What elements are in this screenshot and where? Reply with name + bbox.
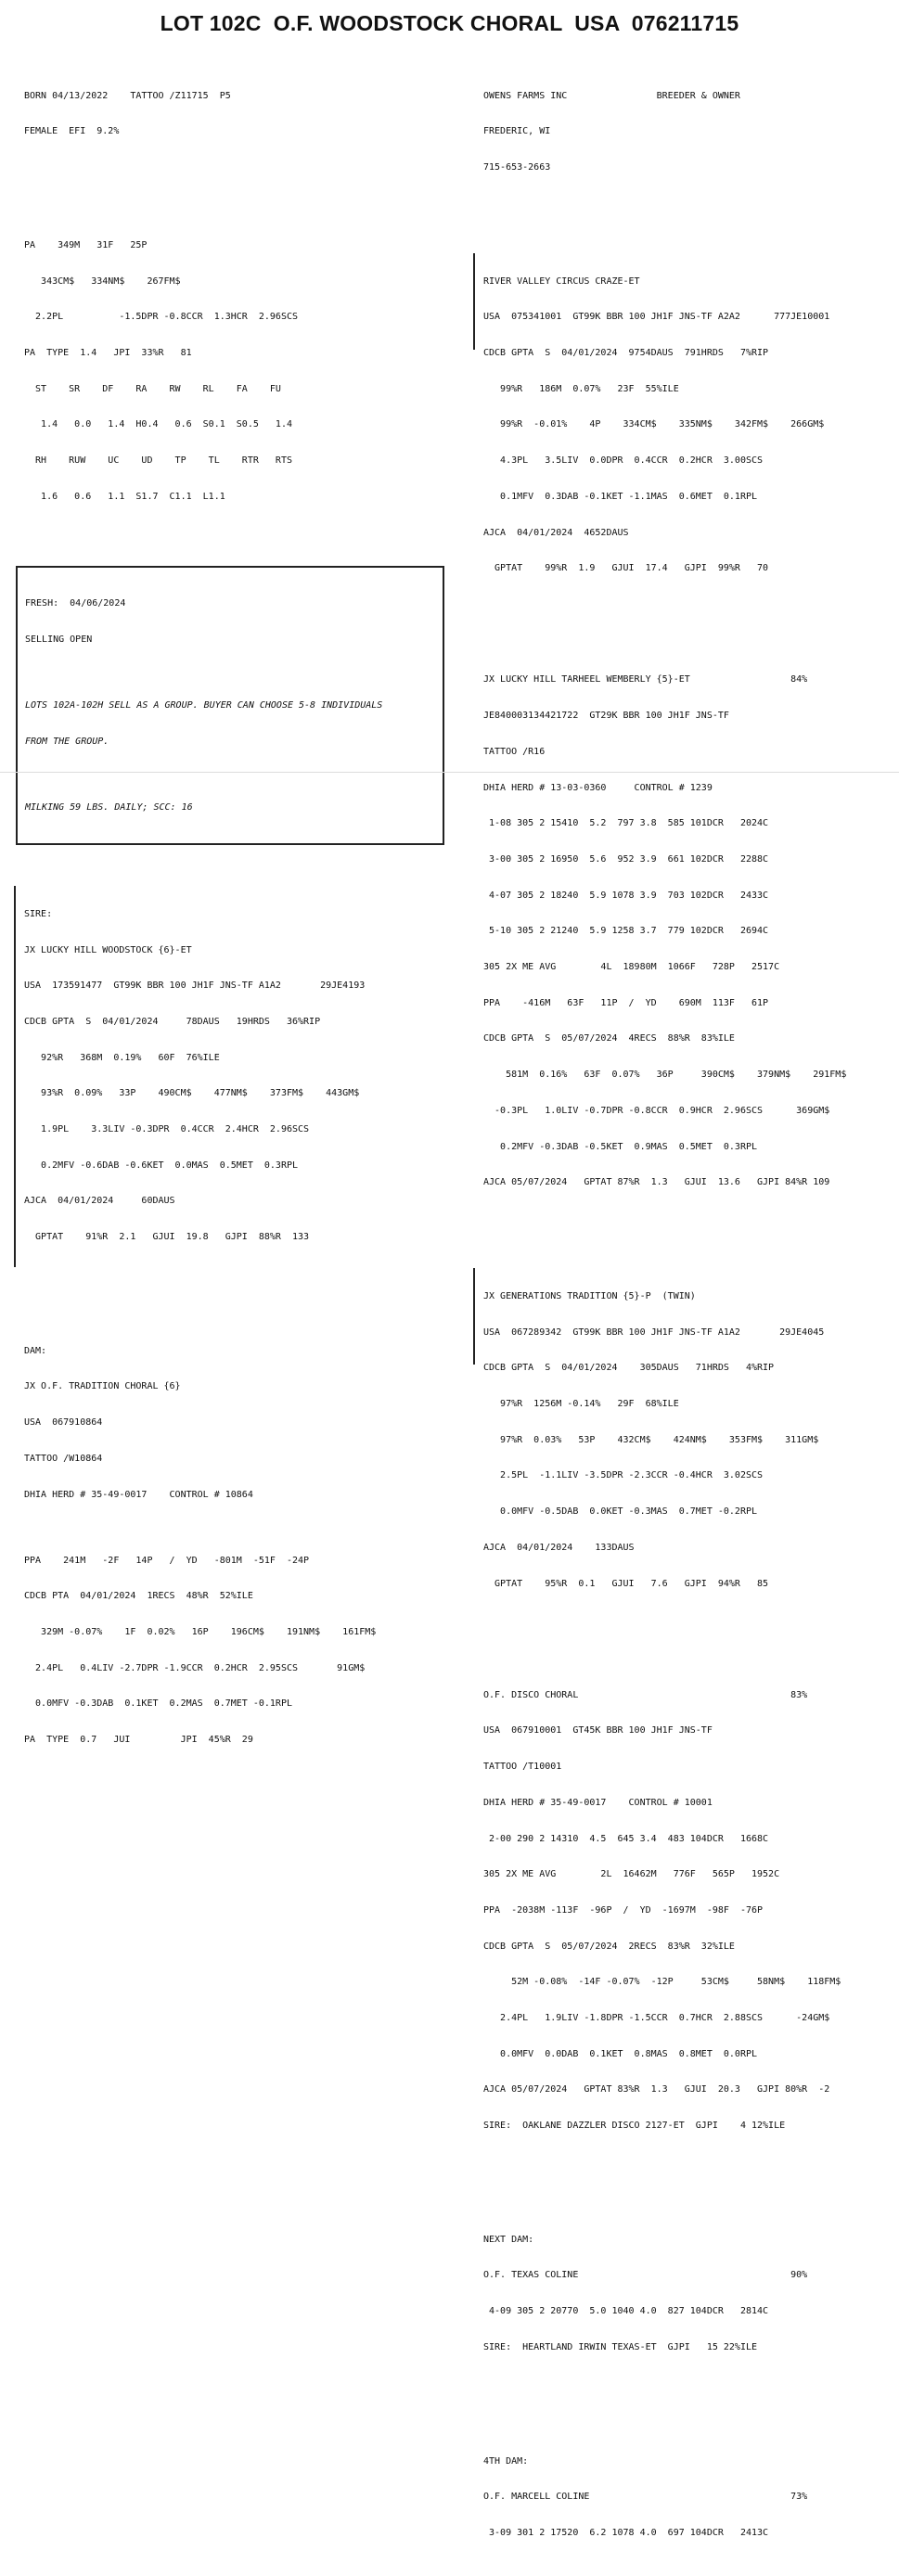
- mgs-line: 99%R -0.01% 4P 334CM$ 335NM$ 342FM$ 266GM$: [483, 419, 825, 430]
- pa-line: 1.4 0.0 1.4 H0.4 0.6 S0.1 S0.5 1.4: [24, 419, 292, 430]
- dam-line: USA 067910864: [24, 1417, 103, 1429]
- sire-line: 93%R 0.09% 33P 490CM$ 477NM$ 373FM$ 443GM$: [24, 1088, 360, 1099]
- animal-info: [24, 67, 453, 162]
- mgs-line: CDCB GPTA S 04/01/2024 9754DAUS 791HRDS 7%RIP: [483, 348, 769, 359]
- dam-sire-line: 97%R 0.03% 53P 432CM$ 424NM$ 353FM$ 311GM$: [483, 1434, 819, 1445]
- granddam-section: [483, 651, 846, 1213]
- dam-line: JX O.F. TRADITION CHORAL {6}: [24, 1381, 181, 1392]
- fresh-info-box: [16, 566, 444, 845]
- second-dam-line: 0.0MFV 0.0DAB 0.1KET 0.8MAS 0.8MET 0.0RPL: [483, 2048, 758, 2059]
- left-column: [24, 43, 453, 1783]
- pa-line: 2.2PL -1.5DPR -0.8CCR 1.3HCR 2.96SCS: [24, 312, 299, 323]
- second-dam-line: 2-00 290 2 14310 4.5 645 3.4 483 104DCR 1668C: [483, 1833, 769, 1844]
- granddam-line: PPA -416M 63F 11P / YD 690M 113F 61P: [483, 997, 769, 1008]
- second-dam-line: 52M -0.08% -14F -0.07% -12P 53CM$ 58NM$ 118FM$: [483, 1977, 841, 1988]
- mgs-line: 4.3PL 3.5LIV 0.0DPR 0.4CCR 0.2HCR 3.00SCS: [483, 455, 764, 467]
- right-column: [483, 43, 846, 2576]
- dam-stat-line: PPA 241M -2F 14P / YD -801M -51F -24P: [24, 1555, 310, 1566]
- granddam-line: 305 2X ME AVG 4L 18980M 1066F 728P 2517C: [483, 962, 780, 973]
- second-dam-line: SIRE: OAKLANE DAZZLER DISCO 2127-ET GJPI 4 12%ILE: [483, 2121, 786, 2132]
- granddam-line: JE840003134421722 GT29K BBR 100 JH1F JNS-TF: [483, 711, 729, 722]
- dam-sire-line: GPTAT 95%R 0.1 GJUI 7.6 GJPI 94%R 85: [483, 1578, 769, 1589]
- pa-line: ST SR DF RA RW RL FA FU: [24, 383, 281, 394]
- granddam-line: DHIA HERD # 13-03-0360 CONTROL # 1239: [483, 782, 713, 793]
- granddam-line: 581M 0.16% 63F 0.07% 36P 390CM$ 379NM$ 291FM$: [483, 1070, 847, 1081]
- next-dam-line: 4-09 305 2 20770 5.0 1040 4.0 827 104DCR 2814C: [483, 2306, 769, 2317]
- sire-line: AJCA 04/01/2024 60DAUS: [24, 1196, 175, 1207]
- dam-line: TATTOO /W10864: [24, 1453, 103, 1464]
- second-dam-section: [483, 1666, 846, 2157]
- second-dam-line: O.F. DISCO CHORAL 83%: [483, 1689, 808, 1700]
- granddam-line: JX LUCKY HILL TARHEEL WEMBERLY {5}-ET 84%: [483, 674, 808, 686]
- dam-line: DAM:: [24, 1345, 47, 1356]
- granddam-line: AJCA 05/07/2024 GPTAT 87%R 1.3 GJUI 13.6 GJPI 84%R 109: [483, 1177, 830, 1188]
- second-dam-line: CDCB GPTA S 05/07/2024 2RECS 83%R 32%ILE: [483, 1941, 735, 1952]
- mgs-line: GPTAT 99%R 1.9 GJUI 17.4 GJPI 99%R 70: [483, 563, 769, 574]
- granddam-line: 3-00 305 2 16950 5.6 952 3.9 661 102DCR 2288C: [483, 853, 769, 865]
- next-dam-section: [483, 2211, 846, 2378]
- sire-line: 1.9PL 3.3LIV -0.3DPR 0.4CCR 2.4HCR 2.96SCS: [24, 1124, 310, 1135]
- dam-sire-line: USA 067289342 GT99K BBR 100 JH1F JNS-TF A1A2 29JE4045: [483, 1326, 825, 1338]
- granddam-line: 1-08 305 2 15410 5.2 797 3.8 585 101DCR 2024C: [483, 818, 769, 829]
- owner-line: FREDERIC, WI: [483, 126, 551, 137]
- pa-line: 343CM$ 334NM$ 267FM$: [24, 276, 181, 287]
- info-line: BORN 04/13/2022 TATTOO /Z11715 P5: [24, 90, 231, 101]
- fourth-dam-section: [483, 2432, 846, 2564]
- mgs-line: RIVER VALLEY CIRCUS CRAZE-ET: [483, 276, 640, 287]
- pa-line: PA 349M 31F 25P: [24, 239, 148, 250]
- second-dam-line: TATTOO /T10001: [483, 1762, 562, 1773]
- second-dam-line: USA 067910001 GT45K BBR 100 JH1F JNS-TF: [483, 1725, 713, 1737]
- fourth-dam-line: O.F. MARCELL COLINE 73%: [483, 2492, 808, 2503]
- mgs-line: AJCA 04/01/2024 4652DAUS: [483, 527, 629, 538]
- dam-section: [24, 1322, 453, 1771]
- milking-note: MILKING 59 LBS. DAILY; SCC: 16: [25, 801, 193, 813]
- sire-line: GPTAT 91%R 2.1 GJUI 19.8 GJPI 88%R 133: [24, 1232, 310, 1243]
- granddam-line: TATTOO /R16: [483, 746, 546, 757]
- dam-sire-section: [483, 1267, 846, 1614]
- second-dam-line: 2.4PL 1.9LIV -1.8DPR -1.5CCR 0.7HCR 2.88SCS -24GM$: [483, 2013, 830, 2024]
- info-line: FEMALE EFI 9.2%: [24, 126, 120, 137]
- pa-block: [24, 216, 453, 527]
- sire-line: 0.2MFV -0.6DAB -0.6KET 0.0MAS 0.5MET 0.3RPL: [24, 1160, 299, 1171]
- dam-sire-line: 0.0MFV -0.5DAB 0.0KET -0.3MAS 0.7MET -0.2RPL: [483, 1506, 758, 1518]
- granddam-line: -0.3PL 1.0LIV -0.7DPR -0.8CCR 0.9HCR 2.96SCS 369GM$: [483, 1105, 830, 1116]
- sire-line: SIRE:: [24, 908, 53, 919]
- maternal-grandsire-section: [483, 252, 846, 599]
- page-bottom-divider: [0, 772, 899, 773]
- dam-sire-line: AJCA 04/01/2024 133DAUS: [483, 1542, 635, 1553]
- sire-section: [24, 885, 453, 1268]
- pa-line: 1.6 0.6 1.1 S1.7 C1.1 L1.1: [24, 491, 225, 502]
- granddam-line: 4-07 305 2 18240 5.9 1078 3.9 703 102DCR 2433C: [483, 890, 769, 901]
- second-dam-line: DHIA HERD # 35-49-0017 CONTROL # 10001: [483, 1797, 713, 1808]
- mgs-line: USA 075341001 GT99K BBR 100 JH1F JNS-TF A2A2 777JE10001: [483, 312, 830, 323]
- granddam-line: 0.2MFV -0.3DAB -0.5KET 0.9MAS 0.5MET 0.3RPL: [483, 1141, 758, 1152]
- selling-status: SELLING OPEN: [25, 634, 93, 645]
- dam-sire-line: CDCB GPTA S 04/01/2024 305DAUS 71HRDS 4%RIP: [483, 1363, 775, 1374]
- sire-line: USA 173591477 GT99K BBR 100 JH1F JNS-TF A1A2 29JE4193: [24, 980, 366, 992]
- sire-line: CDCB GPTA S 04/01/2024 78DAUS 19HRDS 36%RIP: [24, 1016, 321, 1027]
- fourth-dam-line: 4TH DAM:: [483, 2455, 529, 2467]
- next-dam-line: SIRE: HEARTLAND IRWIN TEXAS-ET GJPI 15 22%ILE: [483, 2341, 758, 2352]
- second-dam-line: 305 2X ME AVG 2L 16462M 776F 565P 1952C: [483, 1869, 780, 1880]
- group-note: FROM THE GROUP.: [25, 736, 109, 747]
- mgs-line: 0.1MFV 0.3DAB -0.1KET -1.1MAS 0.6MET 0.1RPL: [483, 491, 758, 502]
- dam-stat-line: CDCB PTA 04/01/2024 1RECS 48%R 52%ILE: [24, 1591, 253, 1602]
- pa-line: PA TYPE 1.4 JPI 33%R 81: [24, 348, 192, 359]
- fresh-date: FRESH: 04/06/2024: [25, 598, 126, 609]
- dam-stat-line: PA TYPE 0.7 JUI JPI 45%R 29: [24, 1735, 253, 1746]
- lot-title: LOT 102C O.F. WOODSTOCK CHORAL USA 076211715: [160, 11, 739, 35]
- sire-line: 92%R 368M 0.19% 60F 76%ILE: [24, 1052, 220, 1063]
- mgs-line: 99%R 186M 0.07% 23F 55%ILE: [483, 383, 679, 394]
- dam-sire-line: 2.5PL -1.1LIV -3.5DPR -2.3CCR -0.4HCR 3.02SCS: [483, 1470, 764, 1481]
- second-dam-line: PPA -2038M -113F -96P / YD -1697M -98F -76P: [483, 1904, 764, 1916]
- granddam-line: 5-10 305 2 21240 5.9 1258 3.7 779 102DCR 2694C: [483, 926, 769, 937]
- dam-sire-line: 97%R 1256M -0.14% 29F 68%ILE: [483, 1399, 679, 1410]
- group-note: LOTS 102A-102H SELL AS A GROUP. BUYER CAN CHOOSE 5-8 INDIVIDUALS: [25, 699, 383, 711]
- owner-line: OWENS FARMS INC BREEDER & OWNER: [483, 90, 740, 101]
- owner-block: [483, 67, 846, 199]
- sire-line: JX LUCKY HILL WOODSTOCK {6}-ET: [24, 944, 192, 955]
- fourth-dam-line: 3-09 301 2 17520 6.2 1078 4.0 697 104DCR 2413C: [483, 2527, 769, 2538]
- next-dam-line: O.F. TEXAS COLINE 90%: [483, 2270, 808, 2281]
- dam-stat-line: 0.0MFV -0.3DAB 0.1KET 0.2MAS 0.7MET -0.1RPL: [24, 1698, 292, 1710]
- next-dam-line: NEXT DAM:: [483, 2234, 534, 2245]
- dam-sire-line: JX GENERATIONS TRADITION {5}-P (TWIN): [483, 1290, 696, 1301]
- dam-line: DHIA HERD # 35-49-0017 CONTROL # 10864: [24, 1489, 253, 1500]
- owner-line: 715-653-2663: [483, 162, 551, 173]
- pa-line: RH RUW UC UD TP TL RTR RTS: [24, 455, 292, 467]
- granddam-line: CDCB GPTA S 05/07/2024 4RECS 88%R 83%ILE: [483, 1033, 735, 1044]
- dam-stat-line: 329M -0.07% 1F 0.02% 16P 196CM$ 191NM$ 161FM$: [24, 1627, 377, 1637]
- second-dam-line: AJCA 05/07/2024 GPTAT 83%R 1.3 GJUI 20.3 GJPI 80%R -2: [483, 2084, 830, 2095]
- dam-stat-line: 2.4PL 0.4LIV -2.7DPR -1.9CCR 0.2HCR 2.95SCS 91GM$: [24, 1662, 366, 1673]
